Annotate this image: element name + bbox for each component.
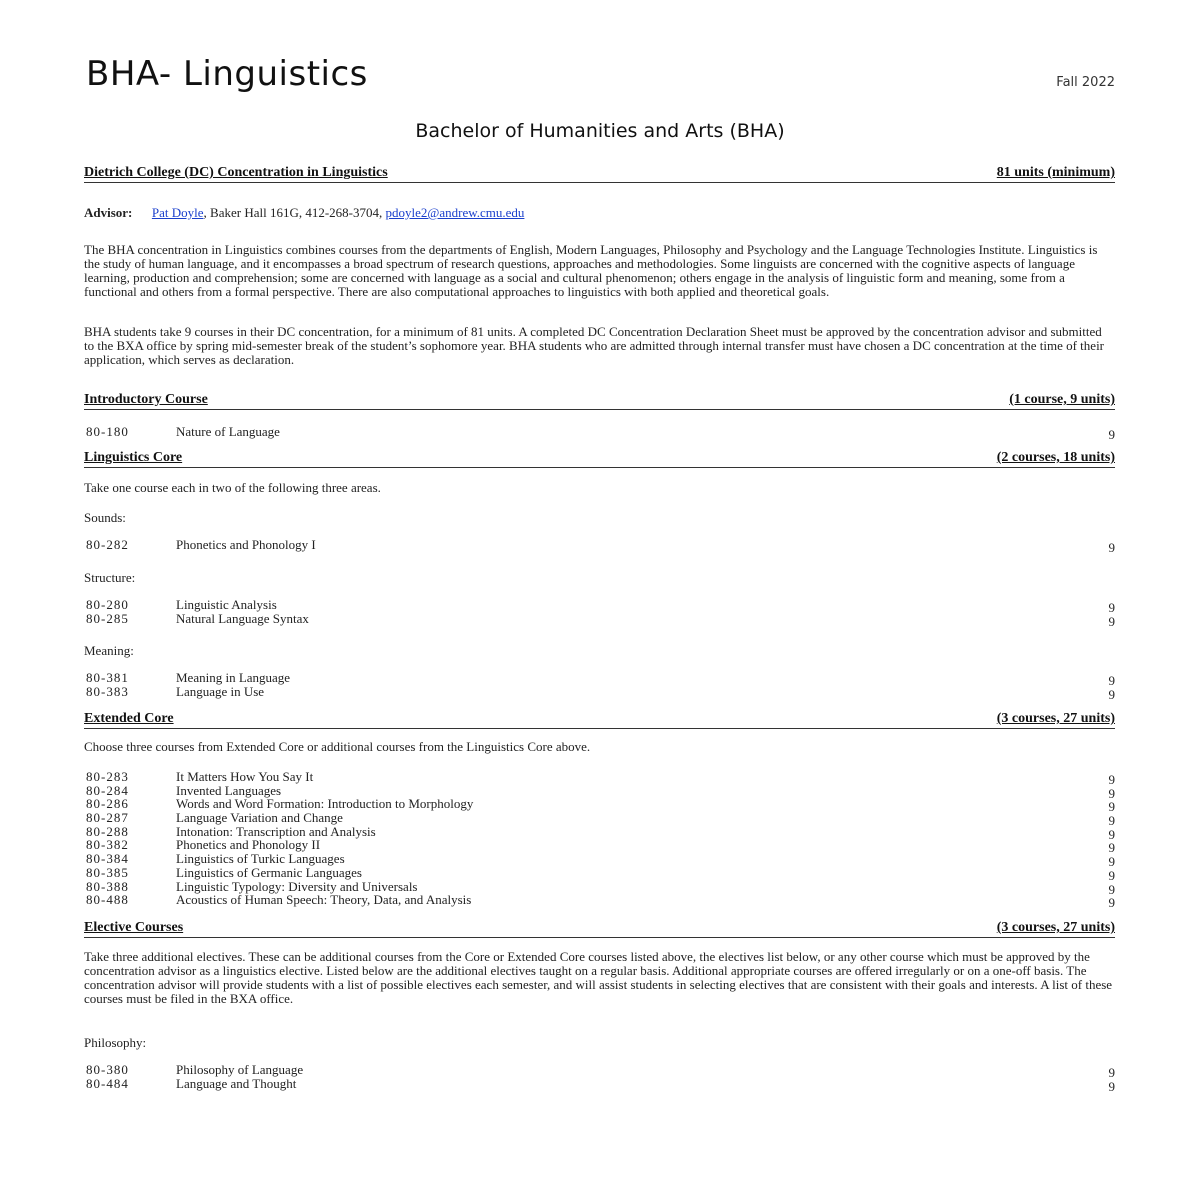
course-name: It Matters How You Say It xyxy=(176,769,314,784)
section-header-core xyxy=(84,451,1115,468)
area-label: Structure: xyxy=(84,570,136,585)
course-units: 9 xyxy=(1108,867,1115,883)
course-row xyxy=(86,796,1115,815)
electives-paragraph: Take three additional electives. These can be additional courses from the Core or Extended Core courses listed above, the electives list below, or any other course which must be approved by the concentration advisor as a linguistics elective. Listed below are the additional electives taught on a regular basis. Additional appropriate courses are offered irregularly or on a one-off basis. The concentration advisor will provide students with a list of possible electives each semester, and will assist students in selecting electives that are consistent with their goals and interests. A list of these courses must be filed in the BXA office. xyxy=(84,949,1113,1006)
course-name: Linguistics of Turkic Languages xyxy=(176,851,345,867)
course-units: 9 xyxy=(1108,785,1115,801)
course-code: 80-285 xyxy=(86,610,129,626)
course-code: 80-385 xyxy=(86,864,129,880)
course-name: Linguistic Typology: Diversity and Universals xyxy=(176,878,418,894)
course-row xyxy=(86,670,1115,688)
course-code: 80-488 xyxy=(86,892,129,908)
course-units: 9 xyxy=(1108,540,1115,555)
course-units: 9 xyxy=(1108,772,1115,787)
course-name: Invented Languages xyxy=(176,782,282,798)
advisor-email-link[interactable]: pdoyle2@andrew.cmu.edu xyxy=(385,205,525,220)
course-code: 80-484 xyxy=(86,1075,129,1091)
course-row xyxy=(86,864,1115,883)
course-name: Phonetics and Phonology I xyxy=(176,537,316,552)
course-list xyxy=(86,1062,1115,1094)
course-code: 80-283 xyxy=(86,769,129,784)
course-code: 80-282 xyxy=(86,537,129,552)
advisor-name-link[interactable]: Pat Doyle xyxy=(151,205,204,220)
course-units: 9 xyxy=(1108,600,1115,615)
course-code: 80-284 xyxy=(86,782,129,798)
course-row xyxy=(86,892,1115,911)
course-row xyxy=(86,878,1115,897)
area-label: Meaning: xyxy=(84,643,134,658)
course-code: 80-280 xyxy=(86,597,129,612)
section-title: Dietrich College (DC) Concentration in Linguistics xyxy=(84,165,388,180)
course-list xyxy=(86,424,1115,442)
course-units: 9 xyxy=(1108,854,1115,870)
course-code: 80-383 xyxy=(86,683,129,699)
area-label: Philosophy: xyxy=(84,1035,147,1050)
section-units: (1 course, 9 units) xyxy=(1009,392,1115,407)
advisor-line xyxy=(84,206,524,220)
extended-instruction: Choose three courses from Extended Core or additional courses from the Linguistics Core above. xyxy=(84,739,591,754)
course-name: Acoustics of Human Speech: Theory, Data, and Analysis xyxy=(176,892,472,908)
course-units: 9 xyxy=(1108,673,1115,688)
course-name: Natural Language Syntax xyxy=(176,610,309,626)
section-title: Elective Courses xyxy=(84,920,184,935)
course-name: Language Variation and Change xyxy=(176,810,343,826)
course-units: 9 xyxy=(1108,686,1115,702)
course-name: Words and Word Formation: Introduction to Morphology xyxy=(176,796,474,812)
degree-subtitle: Bachelor of Humanities and Arts (BHA) xyxy=(415,120,785,142)
course-code: 80-388 xyxy=(86,878,129,894)
term-label: Fall 2022 xyxy=(1056,75,1115,90)
section-header-concentration xyxy=(84,166,1115,183)
course-units: 9 xyxy=(1108,881,1115,897)
course-name: Language and Thought xyxy=(176,1075,297,1091)
course-row xyxy=(86,851,1115,870)
course-units: 9 xyxy=(1108,1078,1115,1094)
core-instruction: Take one course each in two of the following three areas. xyxy=(84,480,381,495)
course-name: Linguistics of Germanic Languages xyxy=(176,864,362,880)
section-units: (2 courses, 18 units) xyxy=(996,450,1115,465)
course-name: Language in Use xyxy=(176,683,265,699)
section-units: 81 units (minimum) xyxy=(996,165,1115,180)
course-code: 80-384 xyxy=(86,851,129,867)
section-title: Introductory Course xyxy=(84,392,208,407)
course-units: 9 xyxy=(1108,895,1115,911)
course-code: 80-287 xyxy=(86,810,129,826)
course-row xyxy=(86,597,1115,615)
section-header-introductory xyxy=(84,393,1115,410)
course-row xyxy=(86,424,1115,442)
intro-paragraph: The BHA concentration in Linguistics combines courses from the departments of English, Modern Languages, Philosophy and Psychology and the Language Technologies Institute. Linguistics is the study of human language, and it encompasses a broad spectrum of research questions, approaches and methodologies. Some linguists are concerned with the cognitive aspects of language learning, production and comprehension; some are concerned with language as a social and cultural phenomenon; others engage in the analysis of linguistic form and meaning, some from a functional and others from a formal perspective. There are also computational approaches to linguistics with both applied and theoretical goals. xyxy=(84,242,1098,299)
requirements-paragraph: BHA students take 9 courses in their DC concentration, for a minimum of 81 units. A completed DC Concentration Declaration Sheet must be approved by the concentration advisor and submitted to the BXA office by spring mid-semester break of the student’s sophomore year. BHA students who are admitted through internal transfer must have chosen a DC concentration at the time of their application, which serves as declaration. xyxy=(84,324,1105,367)
course-row xyxy=(86,823,1115,842)
course-name: Nature of Language xyxy=(176,424,280,439)
course-list xyxy=(86,670,1115,702)
course-row xyxy=(86,1075,1115,1094)
course-code: 80-286 xyxy=(86,796,129,812)
course-code: 80-180 xyxy=(86,424,129,439)
course-row xyxy=(86,1062,1115,1080)
advisor-label: Advisor: xyxy=(84,205,133,220)
course-name: Phonetics and Phonology II xyxy=(176,837,321,853)
course-row xyxy=(86,782,1115,801)
advisor-details: , Baker Hall 161G, 412-268-3704, xyxy=(203,205,386,220)
section-units: (3 courses, 27 units) xyxy=(996,920,1115,935)
course-code: 80-288 xyxy=(86,823,129,839)
course-units: 9 xyxy=(1108,840,1115,856)
course-name: Linguistic Analysis xyxy=(176,597,277,612)
course-units: 9 xyxy=(1108,427,1115,442)
course-units: 9 xyxy=(1108,826,1115,842)
course-row xyxy=(86,610,1115,629)
course-name: Philosophy of Language xyxy=(176,1062,304,1077)
area-label: Sounds: xyxy=(84,510,126,525)
course-name: Meaning in Language xyxy=(176,670,291,685)
section-units: (3 courses, 27 units) xyxy=(996,711,1115,726)
section-header-extended xyxy=(84,712,1115,729)
course-units: 9 xyxy=(1108,1065,1115,1080)
course-code: 80-382 xyxy=(86,837,129,853)
course-row xyxy=(86,837,1115,856)
course-code: 80-381 xyxy=(86,670,129,685)
course-list xyxy=(86,537,1115,555)
course-list xyxy=(86,597,1115,629)
course-row xyxy=(86,537,1115,555)
course-code: 80-380 xyxy=(86,1062,129,1077)
course-row xyxy=(86,769,1115,787)
course-units: 9 xyxy=(1108,799,1115,815)
section-title: Extended Core xyxy=(84,711,174,726)
course-list xyxy=(86,769,1115,911)
course-name: Intonation: Transcription and Analysis xyxy=(176,823,376,839)
document-title: BHA- Linguistics xyxy=(86,54,368,94)
section-title: Linguistics Core xyxy=(84,450,183,465)
course-units: 9 xyxy=(1108,613,1115,629)
course-row xyxy=(86,683,1115,702)
course-units: 9 xyxy=(1108,813,1115,829)
section-header-electives xyxy=(84,921,1115,938)
course-row xyxy=(86,810,1115,829)
